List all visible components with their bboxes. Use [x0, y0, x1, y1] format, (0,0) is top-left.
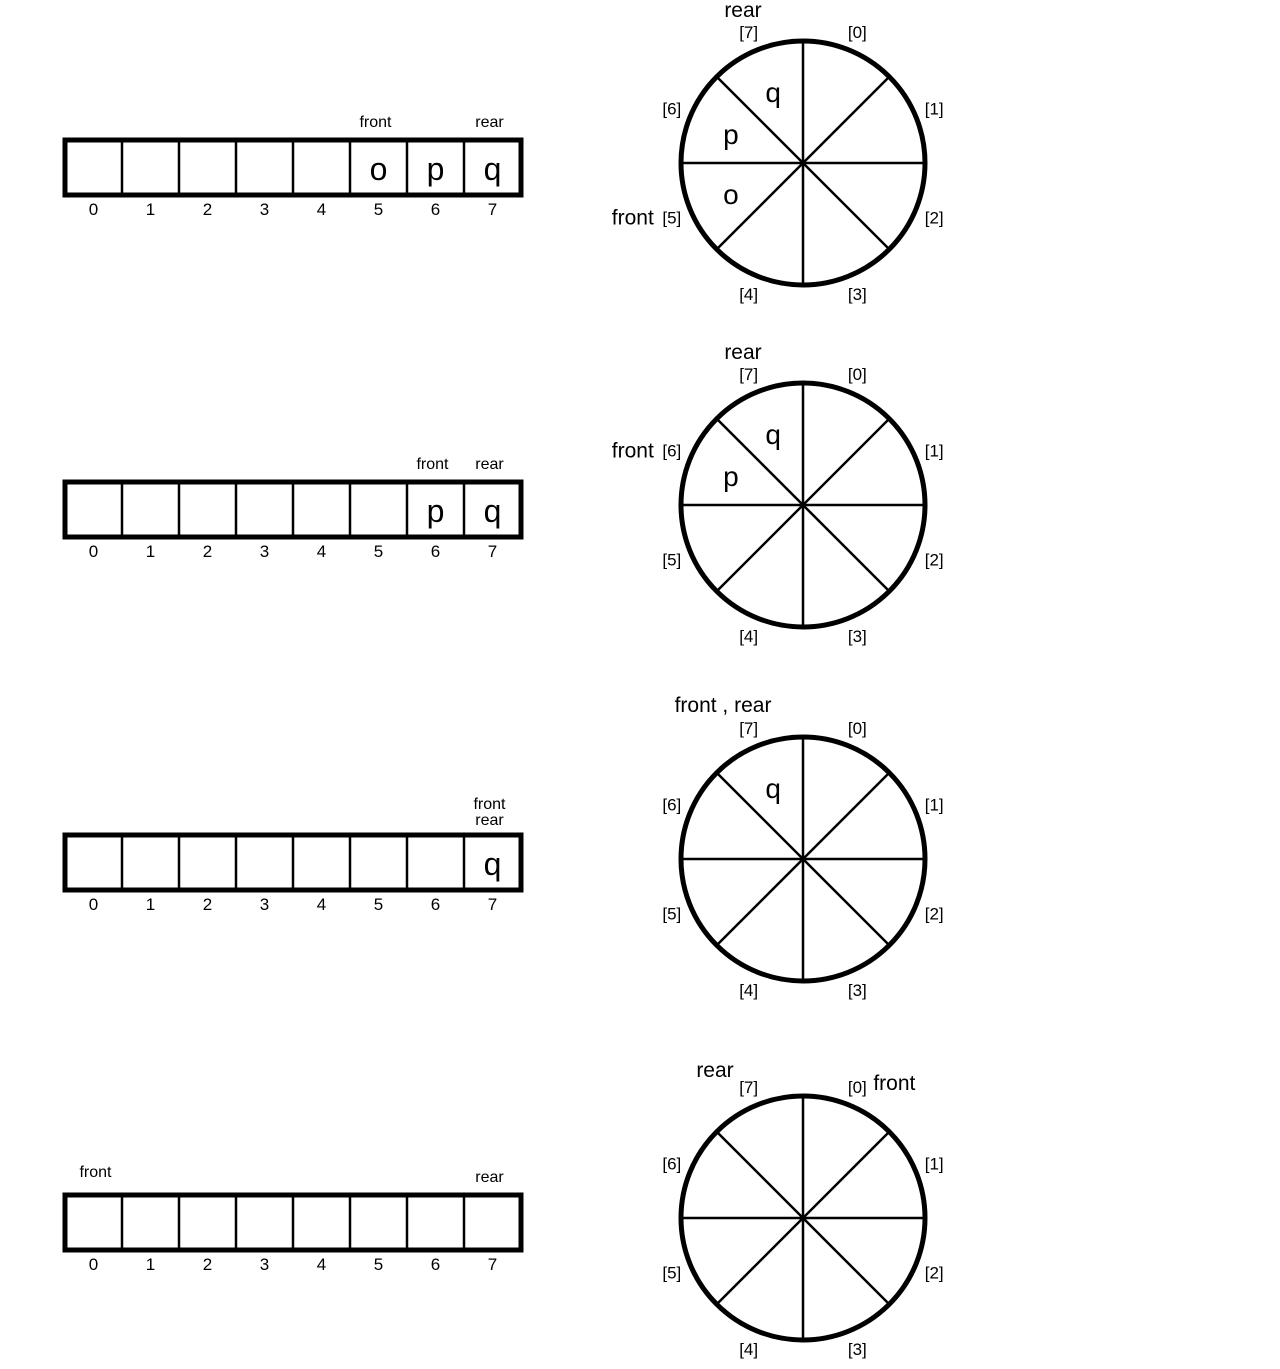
circle-index-label: [3] [847, 285, 867, 305]
circle-front-pointer: front [611, 439, 654, 463]
array-index-label: 7 [487, 1255, 498, 1274]
array-index-label: 2 [202, 1255, 213, 1274]
circle-index-label: [1] [924, 99, 944, 119]
array-index-label: 7 [487, 200, 498, 219]
array-index-label: 1 [145, 200, 156, 219]
array-index-label: 3 [259, 895, 270, 914]
circle-index-label: [7] [739, 1077, 759, 1097]
array-index-label: 4 [316, 895, 327, 914]
array-index-label: 4 [316, 200, 327, 219]
array-index-label: 7 [487, 542, 498, 561]
array-index-label: 6 [430, 542, 441, 561]
linear-array [65, 1164, 521, 1274]
array-index-label: 6 [430, 895, 441, 914]
circle-index-label: [4] [739, 1340, 759, 1360]
queue-panel [65, 694, 944, 1000]
circle-slot-value: p [723, 461, 739, 493]
circle-index-label: [1] [924, 441, 944, 461]
array-cell-value: q [483, 493, 502, 529]
circle-spoke [803, 505, 889, 591]
array-index-label: 1 [145, 542, 156, 561]
linear-array [65, 456, 521, 561]
circular-buffer [612, 341, 944, 646]
array-index-label: 1 [145, 1255, 156, 1274]
circle-spoke [803, 1218, 889, 1304]
circle-slot-value: q [765, 76, 781, 108]
circle-spoke [803, 773, 889, 859]
circle-spoke [717, 1218, 803, 1304]
circle-front-rear-pointer: front , rear [674, 694, 772, 717]
circle-spoke [803, 419, 889, 505]
circle-spoke [803, 163, 889, 249]
circle-index-label: [7] [739, 718, 759, 738]
circle-index-label: [5] [662, 550, 682, 570]
array-rear-pointer: rear [475, 114, 504, 131]
array-index-label: 5 [373, 200, 384, 219]
circle-index-label: [3] [847, 1340, 867, 1360]
circular-buffer [612, 0, 944, 304]
array-rear-pointer: rear [475, 1169, 504, 1186]
circle-index-label: [3] [847, 981, 867, 1001]
array-index-label: 5 [373, 895, 384, 914]
circle-index-label: [4] [739, 981, 759, 1001]
circle-spoke [803, 1132, 889, 1218]
circle-front-pointer: front [611, 206, 654, 230]
circle-index-label: [2] [924, 208, 944, 228]
circle-index-label: [5] [662, 1263, 682, 1283]
circular-buffer [662, 1059, 943, 1359]
circle-index-label: [7] [739, 364, 759, 384]
circle-spoke [717, 859, 803, 945]
circle-index-label: [6] [662, 99, 682, 119]
array-index-label: 0 [88, 1255, 99, 1274]
circle-spoke [803, 859, 889, 945]
circle-index-label: [5] [662, 904, 682, 924]
circle-spoke [717, 505, 803, 591]
circle-index-label: [0] [847, 364, 867, 384]
circle-slot-value: q [765, 772, 781, 804]
array-index-label: 5 [373, 542, 384, 561]
circle-index-label: [6] [662, 795, 682, 815]
array-cell-value: o [369, 151, 388, 187]
array-cell-value: p [426, 151, 445, 187]
circle-slot-value: o [723, 178, 739, 210]
circle-index-label: [0] [847, 22, 867, 42]
circle-slot-value: q [765, 418, 781, 450]
circle-index-label: [3] [847, 627, 867, 647]
circle-index-label: [0] [847, 1077, 867, 1097]
array-index-label: 0 [88, 895, 99, 914]
circle-index-label: [7] [739, 22, 759, 42]
array-index-label: 3 [259, 542, 270, 561]
array-index-label: 5 [373, 1255, 384, 1274]
array-front-pointer: front [359, 114, 392, 131]
circle-index-label: [2] [924, 1263, 944, 1283]
array-cell-value: p [426, 493, 445, 529]
circle-rear-pointer: rear [724, 0, 762, 22]
array-cell-value: q [483, 151, 502, 187]
array-index-label: 6 [430, 1255, 441, 1274]
array-index-label: 6 [430, 200, 441, 219]
array-rear-pointer: rear [475, 812, 504, 829]
circle-front-pointer: front [873, 1071, 916, 1095]
circle-spoke [717, 1132, 803, 1218]
circle-index-label: [2] [924, 904, 944, 924]
array-front-pointer: front [416, 456, 449, 473]
array-index-label: 0 [88, 542, 99, 561]
linear-array [65, 114, 521, 219]
array-cell-value: q [483, 846, 502, 882]
circle-index-label: [4] [739, 627, 759, 647]
array-index-label: 4 [316, 1255, 327, 1274]
array-rear-pointer: rear [475, 456, 504, 473]
circular-buffer [662, 694, 943, 1000]
array-front-pointer: front [79, 1164, 112, 1181]
queue-panel [65, 0, 944, 304]
circle-index-label: [5] [662, 208, 682, 228]
circle-index-label: [0] [847, 718, 867, 738]
circle-rear-pointer: rear [696, 1059, 734, 1082]
circle-spoke [717, 773, 803, 859]
circle-index-label: [6] [662, 1154, 682, 1174]
array-front-pointer: front [473, 796, 506, 813]
array-index-label: 3 [259, 200, 270, 219]
array-index-label: 0 [88, 200, 99, 219]
circle-spoke [803, 77, 889, 163]
circle-index-label: [1] [924, 795, 944, 815]
array-index-label: 2 [202, 895, 213, 914]
queue-panel [65, 1059, 944, 1359]
array-index-label: 2 [202, 542, 213, 561]
array-index-label: 3 [259, 1255, 270, 1274]
array-index-label: 1 [145, 895, 156, 914]
circle-index-label: [2] [924, 550, 944, 570]
array-index-label: 2 [202, 200, 213, 219]
circle-slot-value: p [723, 119, 739, 151]
array-index-label: 4 [316, 542, 327, 561]
circle-index-label: [4] [739, 285, 759, 305]
circle-index-label: [6] [662, 441, 682, 461]
circle-index-label: [1] [924, 1154, 944, 1174]
circle-rear-pointer: rear [724, 341, 762, 364]
linear-array [65, 796, 521, 914]
queue-panel [65, 341, 944, 646]
array-index-label: 7 [487, 895, 498, 914]
